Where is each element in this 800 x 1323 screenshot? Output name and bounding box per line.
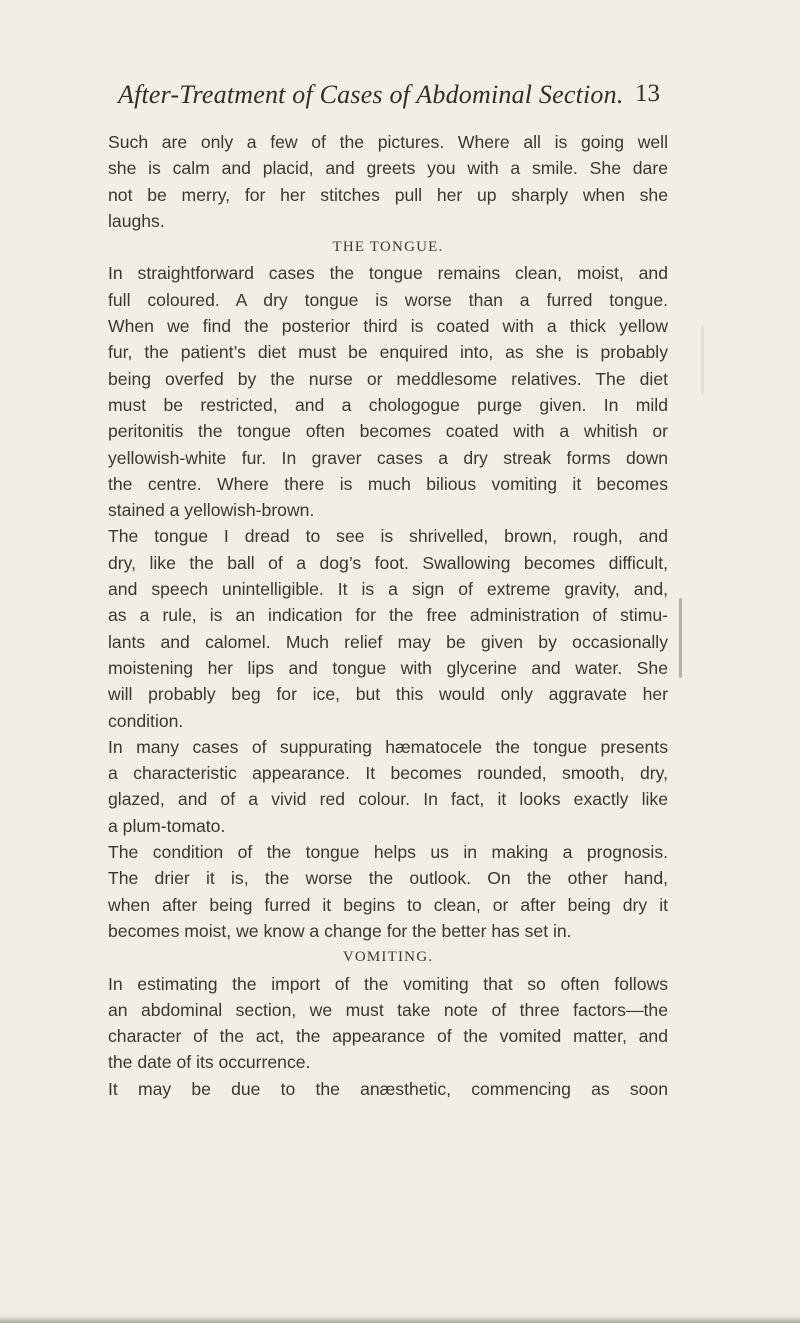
text-line: becomes moist, we know a change for the better has set in. (108, 920, 572, 941)
text-line: It may be due to the anæsthetic, commencing as soon (108, 1078, 668, 1099)
text-line: not be merry, for her stitches pull her up sharply when she (108, 184, 668, 205)
text-line: she is calm and placid, and greets you with a smile. She dare (108, 158, 668, 179)
text-line: The tongue I dread to see is shrivelled, brown, rough, and (108, 526, 668, 547)
text-line: In many cases of suppurating hæmatocele the tongue presents (108, 736, 668, 757)
margin-shadow-mark (701, 325, 704, 395)
text-line: the centre. Where there is much bilious vomiting it becomes (108, 473, 668, 494)
paragraph-tongue-dread (108, 523, 668, 733)
text-line: When we find the posterior third is coated with a thick yellow (108, 316, 668, 337)
section-heading-vomiting: VOMITING. (342, 949, 434, 966)
text-line: moistening her lips and tongue with glycerine and water. She (108, 657, 668, 678)
text-line: a plum-tomato. (108, 815, 226, 836)
text-line: laughs. (108, 210, 165, 231)
paragraph-vomiting-import (108, 971, 668, 1076)
text-line: lants and calomel. Much relief may be given by occasionally (108, 631, 668, 652)
text-line: The drier it is, the worse the outlook. On the other hand, (108, 868, 668, 889)
paragraph-pictures (108, 129, 668, 234)
text-line: peritonitis the tongue often becomes coated with a whitish or (108, 421, 668, 442)
page-bottom-edge (0, 1311, 800, 1323)
section-heading-tongue: THE TONGUE. (332, 239, 444, 256)
text-line: glazed, and of a vivid red colour. In fact, it looks exactly like (108, 789, 668, 810)
text-line: being overfed by the nurse or meddlesome relatives. The diet (108, 368, 668, 389)
text-line: The condition of the tongue helps us in making a prognosis. (108, 842, 668, 863)
text-line: character of the act, the appearance of the vomited matter, and (108, 1026, 668, 1047)
paragraph-anaesthetic (108, 1076, 668, 1102)
text-line: In straightforward cases the tongue remains clean, moist, and (108, 263, 668, 284)
text-line: dry, like the ball of a dog’s foot. Swallowing becomes difficult, (108, 552, 668, 573)
body-text (108, 129, 668, 1102)
text-line: full coloured. A dry tongue is worse than a furred tongue. (108, 289, 668, 310)
page-number: 13 (635, 80, 660, 107)
text-line: the date of its occurrence. (108, 1052, 311, 1073)
text-line: In estimating the import of the vomiting that so often follows (108, 973, 668, 994)
paragraph-haematocele (108, 734, 668, 839)
text-line: an abdominal section, we must take note of three factors—the (108, 999, 668, 1020)
text-line: will probably beg for ice, but this would only aggravate her (108, 684, 668, 705)
text-line: a characteristic appearance. It becomes rounded, smooth, dry, (108, 763, 668, 784)
text-line: fur, the patient’s diet must be enquired into, as she is probably (108, 342, 668, 363)
text-line: and speech unintelligible. It is a sign of extreme gravity, and, (108, 579, 668, 600)
text-line: Such are only a few of the pictures. Where all is going well (108, 132, 668, 152)
paragraph-prognosis (108, 839, 668, 944)
text-line: condition. (108, 710, 184, 731)
text-line: must be restricted, and a chologogue purge given. In mild (108, 394, 668, 415)
margin-bracket-mark (679, 598, 682, 678)
running-title: After-Treatment of Cases of Abdominal Section. (118, 80, 624, 109)
paragraph-tongue-clean (108, 260, 668, 523)
text-line: yellowish-white fur. In graver cases a dry streak forms down (108, 447, 668, 468)
text-line: stained a yellowish-brown. (108, 500, 315, 521)
text-line: when after being furred it begins to clean, or after being dry it (108, 894, 668, 915)
text-line: as a rule, is an indication for the free administration of stimu- (108, 605, 668, 626)
running-head (118, 80, 658, 116)
